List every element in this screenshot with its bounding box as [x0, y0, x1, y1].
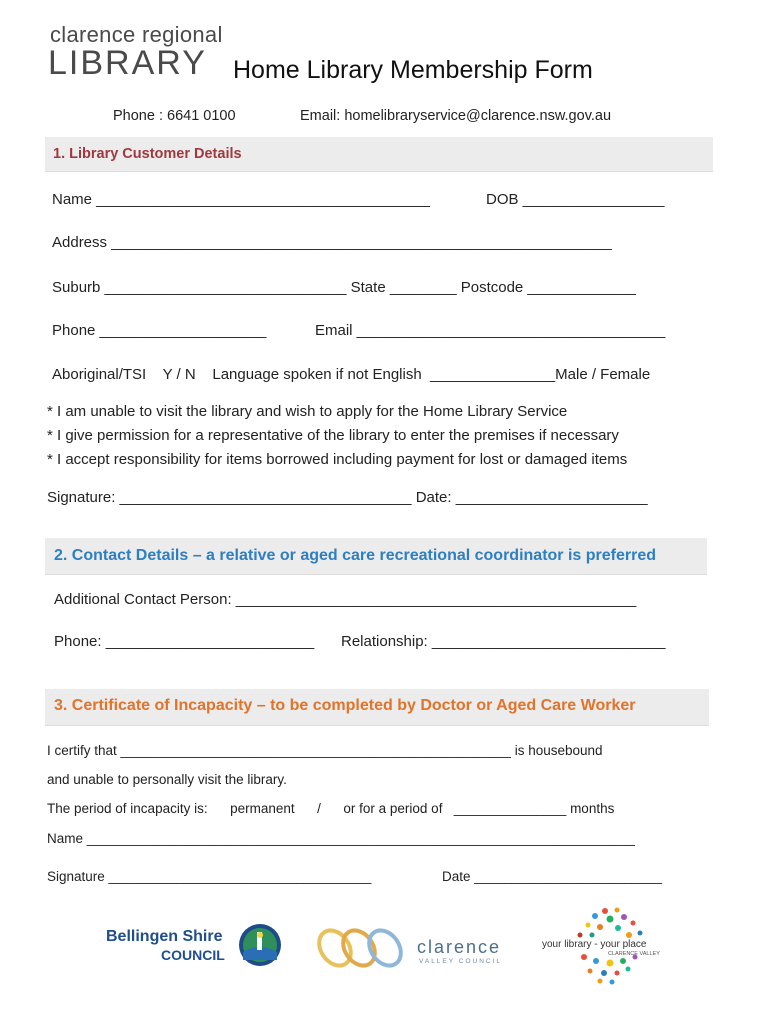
tagline-sub-text: CLARENCE VALLEY	[608, 951, 660, 957]
clarence-valley-council-logo	[313, 920, 518, 980]
library-logo-line2: LIBRARY	[48, 44, 207, 82]
bellingen-shire-logo	[103, 920, 288, 980]
relationship-field[interactable]: Relationship: ____________________________	[341, 633, 666, 650]
section-1-header	[45, 137, 713, 172]
clarence-logo-sub: VALLEY COUNCIL	[419, 958, 503, 965]
statement-unable-to-visit: * I am unable to visit the library and wish to apply for the Home Library Service	[47, 403, 568, 420]
tagline-text: your library - your place	[542, 939, 647, 950]
signature-date-field[interactable]: Signature: ___________________________________ Date: _______________________	[47, 489, 648, 506]
dob-field[interactable]: DOB _________________	[486, 191, 665, 208]
address-field[interactable]: Address ____________________________________________________________	[52, 234, 612, 251]
clarence-swoosh-icon	[313, 926, 423, 970]
library-email: Email: homelibraryservice@clarence.nsw.gov.au	[300, 108, 612, 124]
suburb-state-postcode-field[interactable]: Suburb _____________________________ State ________ Postcode _____________	[52, 279, 636, 296]
doctor-name-field[interactable]: Name _________________________________________________________________________	[47, 831, 635, 846]
email-field[interactable]: Email _____________________________________	[315, 322, 666, 339]
bellingen-logo-line1: Bellingen Shire	[106, 928, 223, 945]
library-logo-line1: clarence regional	[50, 22, 223, 47]
phone-field[interactable]: Phone ____________________	[52, 322, 267, 339]
unable-statement: and unable to personally visit the library.	[47, 772, 287, 787]
aboriginal-language-gender-field[interactable]: Aboriginal/TSI Y / N Language spoken if not English _______________Male / Female	[52, 366, 651, 383]
contact-phone-field[interactable]: Phone: _________________________	[54, 633, 315, 650]
section-3-heading: 3. Certificate of Incapacity – to be completed by Doctor or Aged Care Worker	[54, 697, 636, 714]
statement-responsibility: * I accept responsibility for items borrowed including payment for lost or damaged items	[47, 451, 628, 468]
name-field[interactable]: Name ________________________________________	[52, 191, 430, 208]
additional-contact-field[interactable]: Additional Contact Person: ________________________________________________	[54, 591, 637, 608]
section-1-heading: 1. Library Customer Details	[53, 146, 242, 162]
section-2-header	[45, 538, 707, 575]
page-title: Home Library Membership Form	[233, 56, 593, 84]
bellingen-logo-line2: COUNCIL	[161, 947, 225, 963]
section-3-header	[45, 689, 709, 726]
clarence-logo-word: clarence	[417, 937, 502, 957]
statement-permission: * I give permission for a representative of the library to enter the premises if necessary	[47, 427, 619, 444]
section-2-heading: 2. Contact Details – a relative or aged care recreational coordinator is preferred	[54, 547, 657, 564]
certify-field[interactable]: I certify that ____________________________________________________ is housebound	[47, 743, 603, 758]
doctor-date-field[interactable]: Date _________________________	[442, 869, 662, 884]
library-phone: Phone : 6641 0100	[113, 108, 236, 124]
your-library-your-place-logo	[540, 905, 665, 985]
incapacity-period-field[interactable]: The period of incapacity is: permanent / or for a period of _______________ months	[47, 801, 615, 816]
doctor-signature-field[interactable]: Signature ___________________________________	[47, 869, 372, 884]
bellingen-emblem-icon	[237, 922, 283, 968]
